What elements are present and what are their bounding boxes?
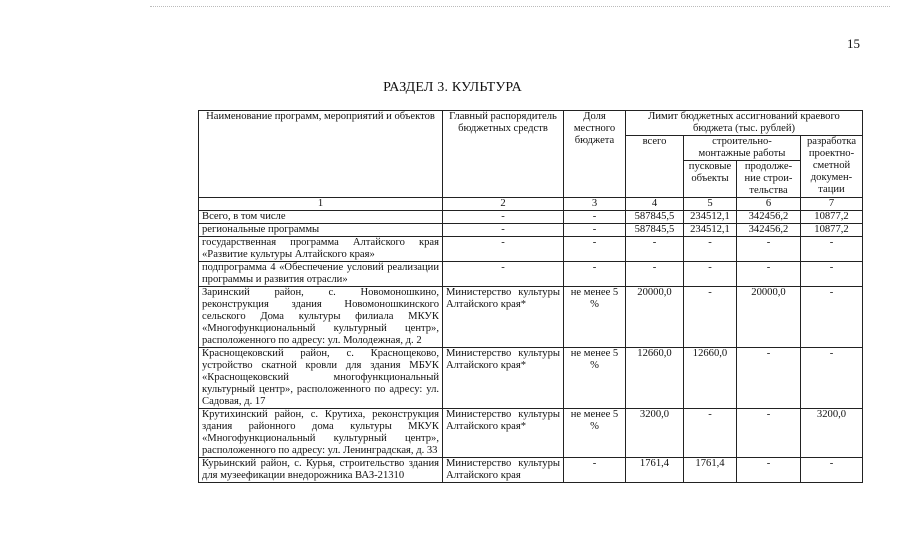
row-ongoing: -: [737, 237, 801, 262]
row-design: 10877,2: [801, 211, 863, 224]
header-ongoing: продолже-ние строи-тельства: [737, 161, 801, 198]
header-manager: Главный распорядитель бюджетных средств: [443, 111, 564, 198]
row-ongoing: 342456,2: [737, 211, 801, 224]
column-number: 1: [199, 198, 443, 211]
row-name: Курьинский район, с. Курья, строительство здания для музеефикации внедорожника ВАЗ-21310: [199, 458, 443, 483]
top-scan-rule: [150, 6, 890, 7]
row-name: Крутихинский район, с. Крутиха, реконструкция здания районного дома культуры МКУК «Многофункциональный культурный центр», расположенного по адресу: ул. Ленинградская, д. 33: [199, 409, 443, 458]
row-launch: -: [684, 262, 737, 287]
table-row: [199, 348, 863, 409]
header-row-1: [199, 111, 863, 136]
header-share: Доля местного бюджета: [564, 111, 626, 198]
header-total: всего: [626, 136, 684, 198]
row-launch: 234512,1: [684, 224, 737, 237]
column-number: 5: [684, 198, 737, 211]
row-share: не менее 5 %: [564, 348, 626, 409]
row-share: не менее 5 %: [564, 409, 626, 458]
row-ongoing: -: [737, 348, 801, 409]
row-name: подпрограмма 4 «Обеспечение условий реализации программы и развития отрасли»: [199, 262, 443, 287]
row-manager: Министерство культуры Алтайского края*: [443, 409, 564, 458]
row-manager: Министерство культуры Алтайского края*: [443, 348, 564, 409]
row-total: 3200,0: [626, 409, 684, 458]
table-row: [199, 224, 863, 237]
row-manager: -: [443, 211, 564, 224]
table-row: [199, 262, 863, 287]
row-design: 10877,2: [801, 224, 863, 237]
row-launch: -: [684, 409, 737, 458]
row-manager: -: [443, 262, 564, 287]
row-design: -: [801, 287, 863, 348]
row-name: Всего, в том числе: [199, 211, 443, 224]
column-number: 3: [564, 198, 626, 211]
row-total: 20000,0: [626, 287, 684, 348]
page-number: 15: [847, 36, 860, 51]
row-design: -: [801, 348, 863, 409]
row-name: государственная программа Алтайского края «Развитие культуры Алтайского края»: [199, 237, 443, 262]
section-title: РАЗДЕЛ 3. КУЛЬТУРА: [383, 80, 522, 95]
row-total: -: [626, 262, 684, 287]
row-ongoing: -: [737, 458, 801, 483]
header-construction: строительно-монтажные работы: [684, 136, 801, 161]
header-name: Наименование программ, мероприятий и объектов: [199, 111, 443, 198]
table-row: [199, 458, 863, 483]
row-share: -: [564, 262, 626, 287]
row-launch: 234512,1: [684, 211, 737, 224]
row-design: -: [801, 262, 863, 287]
row-ongoing: 342456,2: [737, 224, 801, 237]
row-ongoing: 20000,0: [737, 287, 801, 348]
column-number: 6: [737, 198, 801, 211]
row-name: Заринский район, с. Новомоношкино, реконструкция здания Новомоношкинского сельского Дома культуры филиала МКУК «Многофункциональный культурный центр», расположенного по адресу: ул. Молодежная, д. 2: [199, 287, 443, 348]
row-share: -: [564, 237, 626, 262]
table-row: [199, 211, 863, 224]
budget-table: [198, 110, 863, 483]
row-share: -: [564, 458, 626, 483]
row-share: не менее 5 %: [564, 287, 626, 348]
column-number: 7: [801, 198, 863, 211]
row-launch: 1761,4: [684, 458, 737, 483]
row-total: 587845,5: [626, 211, 684, 224]
header-launch: пусковые объекты: [684, 161, 737, 198]
row-launch: -: [684, 237, 737, 262]
row-launch: -: [684, 287, 737, 348]
header-design: разработка проектно-сметной докумен-тации: [801, 136, 863, 198]
table-row: [199, 237, 863, 262]
column-number: 4: [626, 198, 684, 211]
row-design: 3200,0: [801, 409, 863, 458]
table-row: [199, 409, 863, 458]
row-launch: 12660,0: [684, 348, 737, 409]
row-manager: Министерство культуры Алтайского края: [443, 458, 564, 483]
row-ongoing: -: [737, 262, 801, 287]
row-manager: Министерство культуры Алтайского края*: [443, 287, 564, 348]
header-limit: Лимит бюджетных ассигнований краевого бюджета (тыс. рублей): [626, 111, 863, 136]
row-name: региональные программы: [199, 224, 443, 237]
table-row: [199, 287, 863, 348]
row-manager: -: [443, 237, 564, 262]
row-manager: -: [443, 224, 564, 237]
row-share: -: [564, 211, 626, 224]
row-design: -: [801, 237, 863, 262]
row-name: Краснощековский район, с. Краснощеково, устройство скатной кровли для здания МБУК «Краснощековский многофункциональный культурный центр», расположенного по адресу: ул. Садовая, д. 17: [199, 348, 443, 409]
row-total: 12660,0: [626, 348, 684, 409]
row-total: 587845,5: [626, 224, 684, 237]
row-total: 1761,4: [626, 458, 684, 483]
row-ongoing: -: [737, 409, 801, 458]
column-number-row: [199, 198, 863, 211]
column-number: 2: [443, 198, 564, 211]
row-total: -: [626, 237, 684, 262]
row-design: -: [801, 458, 863, 483]
row-share: -: [564, 224, 626, 237]
